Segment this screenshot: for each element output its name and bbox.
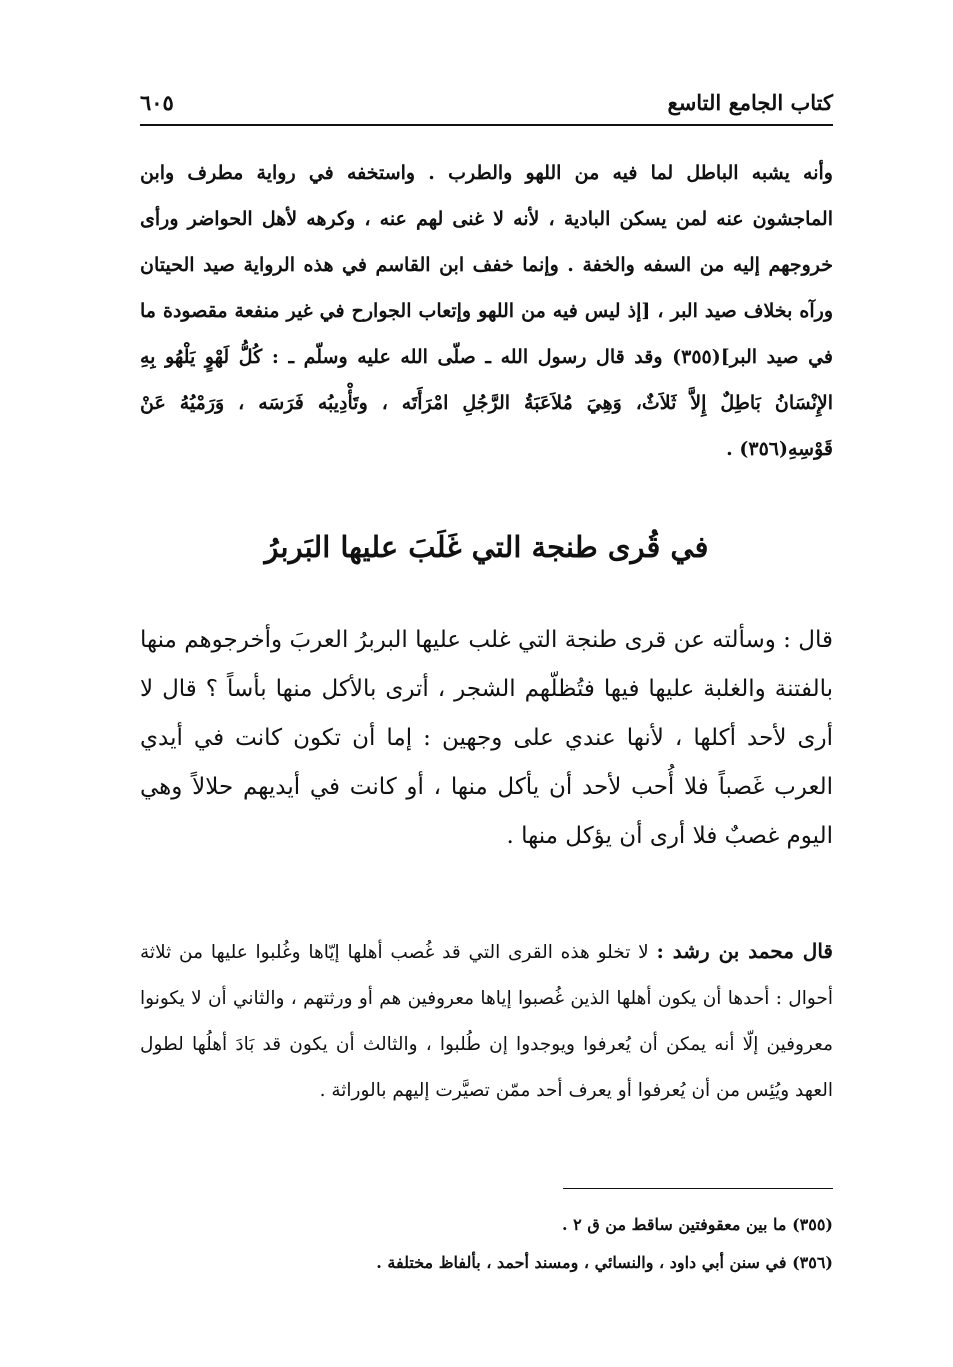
section-title: في قُرى طنجة التي غَلَبَ عليها البَربرُ <box>264 530 709 564</box>
paragraph-3-lead: قال محمد بن رشد : <box>656 939 833 963</box>
footnote-ref-356: (٣٥٦) . <box>726 438 788 460</box>
page-header <box>140 86 833 126</box>
header-rule <box>140 124 833 126</box>
running-title: كتاب الجامع التاسع <box>667 90 833 115</box>
hadith-quote: كُلُّ لَهْوٍ يَلْهُو بِهِ الإِنْسَانُ بَاطِلٌ إِلاَّ ثَلاَثٌ، وَهِيَ مُلاَعَبَةُ الرَّجُلِ امْرَأَتَه ، وتَأْدِيبُه فَرَسَه ، وَرَمْيُهُ عَنْ قَوْسِهِ <box>140 346 833 460</box>
paragraph-3-text: لا تخلو هذه القرى التي قد غُصب أهلها إيّاها وغُلبوا عليها من ثلاثة أحوال : أحدها أن يكون أهلها الذين غُصبوا إياها معروفين هم أو ورثتهم ، والثاني أن لا يكونوا معروفين إلّا أنه يمكن أن يُعرفوا ويوجدوا إن طُلبوا ، والثالث أن يكون قد بَادَ أهلُها لطول العهد ويُئِس من أن يُعرفوا أو يعرف أحد ممّن تصيَّرت إليهم بالوراثة . <box>140 942 833 1101</box>
paragraph-3 <box>140 928 833 1114</box>
paragraph-1 <box>140 150 833 472</box>
page-number: ٦٠٥ <box>140 90 174 115</box>
paragraph-2: قال : وسألته عن قرى طنجة التي غلب عليها البربرُ العربَ وأخرجوهم منها بالفتنة والغلبة عليها فيها فتُظلّهم الشجر ، أترى بالأكل منها بأساً ؟ قال لا أرى لأحد أكلها ، لأنها عندي على وجهين : إما أن تكون كانت في أيدي العرب غَصباً فلا أُحب لأحد أن يأكل منها ، أو كانت في أيديهم حلالاً وهي اليوم غصبٌ فلا أرى أن يؤكل منها . <box>140 627 833 849</box>
footnote-rule <box>563 1188 833 1189</box>
footnotes <box>140 1206 833 1282</box>
footnote-356: (٣٥٦) في سنن أبي داود ، والنسائي ، ومسند أحمد ، بألفاظ مختلفة . <box>376 1253 833 1272</box>
footnote-355: (٣٥٥) ما بين معقوفتين ساقط من ق ٢ . <box>562 1215 833 1234</box>
paragraph-1-text: وأنه يشبه الباطل لما فيه من اللهو والطرب . واستخفه في رواية مطرف وابن الماجشون عنه لمن يسكن البادية ، لأنه لا غنى لهم عنه ، وكرهه لأهل الحواضر ورأى خروجهم إليه من السفه والخفة . وإنما خفف ابن القاسم في هذه الرواية صيد الحيتان ورآه بخلاف صيد البر ، [إذ ليس فيه من اللهو وإتعاب الجوارح في غير منفعة مقصودة ما في صيد البر](٣٥٥) وقد قال رسول الله ـ صلّى الله عليه وسلّم ـ : <box>140 162 833 368</box>
